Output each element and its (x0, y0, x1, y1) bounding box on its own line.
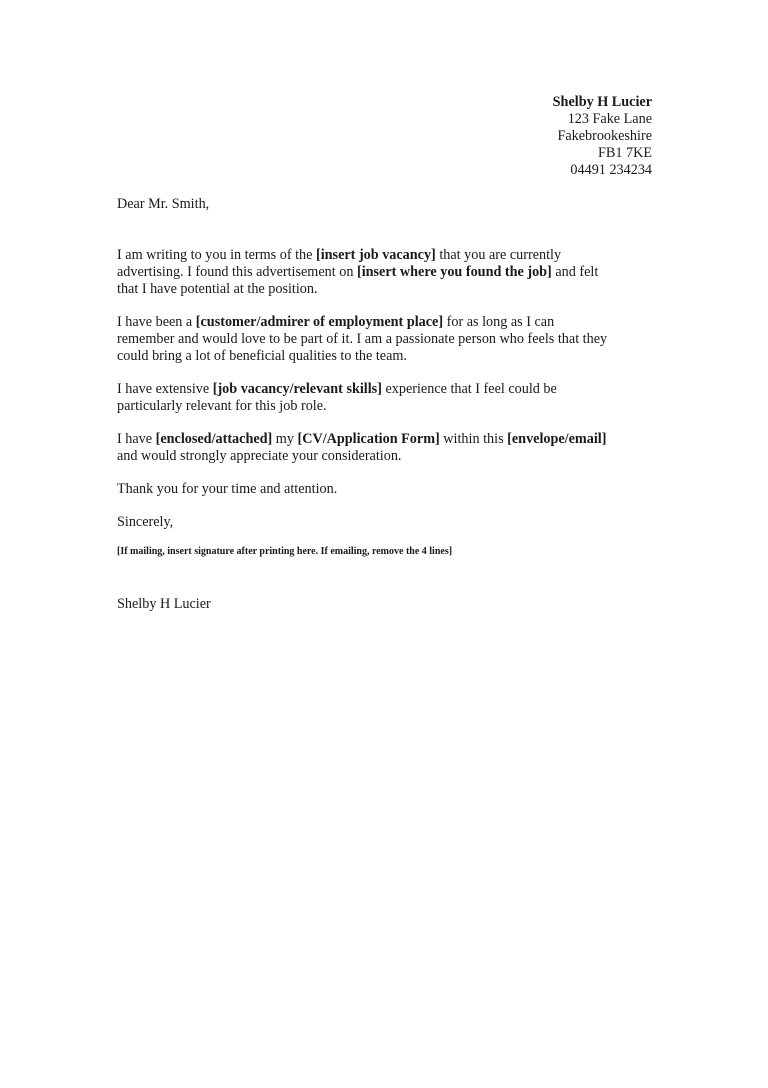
salutation: Dear Mr. Smith, (117, 196, 210, 212)
body-text: remember and would love to be part of it. I am a passionate person who feels that they (117, 331, 608, 347)
placeholder-text: [insert where you found the job] (356, 264, 552, 280)
signature-note: [If mailing, insert signature after printing here. If emailing, remove the 4 lines] (117, 546, 453, 557)
body-text: within this (439, 431, 508, 447)
placeholder-text: [envelope/email] (507, 431, 607, 447)
body-text: I am writing to you in terms of the (117, 247, 316, 263)
thanks-line: Thank you for your time and attention. (117, 481, 338, 497)
body-text: could bring a lot of beneficial qualities to the team. (117, 348, 407, 364)
placeholder-text: [customer/admirer of employment place] (195, 314, 444, 330)
body-text: I have (117, 431, 156, 447)
placeholder-text: [insert job vacancy] (316, 247, 436, 263)
placeholder-text: [job vacancy/relevant skills] (212, 381, 382, 397)
closing: Sincerely, (117, 514, 174, 530)
body-text: advertising. I found this advertisement on (117, 264, 357, 280)
paragraph-2-line (117, 331, 607, 348)
body-text: that I have potential at the position. (117, 281, 318, 297)
paragraph-1-line (117, 281, 318, 298)
sender-address-line: Fakebrookeshire (557, 128, 652, 144)
sender-phone: 04491 234234 (570, 162, 652, 178)
body-text: particularly relevant for this job role. (117, 398, 327, 414)
paragraph-3-line (117, 381, 557, 398)
sender-address-line: 123 Fake Lane (567, 111, 652, 127)
paragraph-3-line (117, 398, 327, 415)
sender-postcode: FB1 7KE (598, 145, 652, 161)
placeholder-text: [CV/Application Form] (297, 431, 440, 447)
paragraph-4-line (117, 431, 606, 448)
sender-name: Shelby H Lucier (552, 94, 652, 110)
body-text: I have extensive (117, 381, 213, 397)
body-text: and felt (551, 264, 599, 280)
body-text: that you are currently (435, 247, 562, 263)
paragraph-2-line (117, 314, 554, 331)
paragraph-4-line (117, 448, 401, 465)
placeholder-text: [enclosed/attached] (155, 431, 273, 447)
paragraph-1-line (117, 264, 598, 281)
paragraph-2-line (117, 348, 407, 365)
signature-name: Shelby H Lucier (117, 596, 211, 612)
body-text: experience that I feel could be (381, 381, 557, 397)
body-text: and would strongly appreciate your consideration. (117, 448, 402, 464)
body-text: my (272, 431, 298, 447)
body-text: for as long as I can (443, 314, 555, 330)
paragraph-1-line (117, 247, 561, 264)
body-text: I have been a (117, 314, 196, 330)
